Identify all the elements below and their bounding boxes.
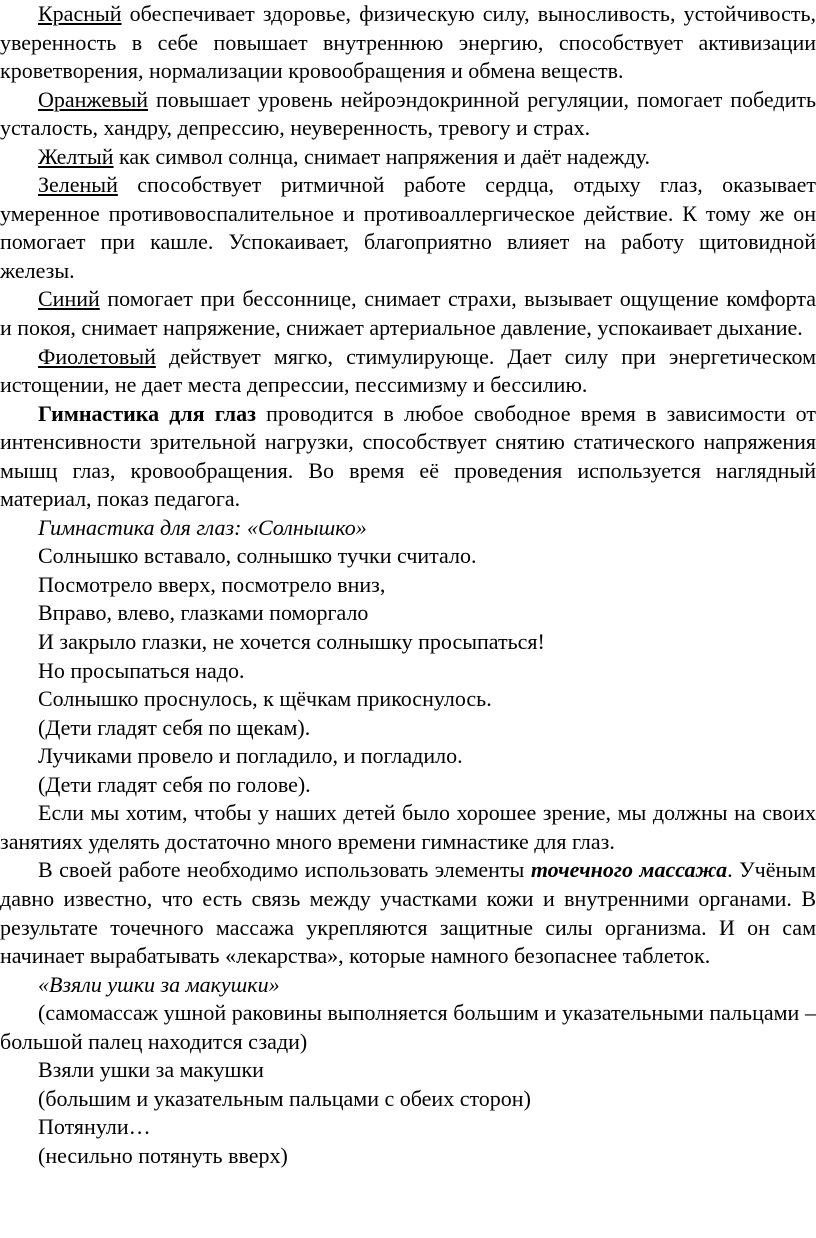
text-run: Солнышко вставало, солнышко тучки считало. bbox=[38, 543, 477, 569]
text-run: Посмотрело вверх, посмотрело вниз, bbox=[38, 571, 386, 597]
emphasized-text: Красный bbox=[38, 1, 122, 26]
text-run: повышает уровень нейроэндокринной регуляции, помогает победить усталость, хандру, депрессию, неуверенность, тревогу и страх. bbox=[0, 86, 816, 141]
emphasized-text: Оранжевый bbox=[38, 86, 149, 112]
text-run: (самомассаж ушной раковины выполняется большим и указательными пальцами – большой палец находится сзади) bbox=[0, 1000, 816, 1054]
paragraph bbox=[0, 799, 816, 856]
emphasized-text: «Взяли ушки за макушки» bbox=[38, 971, 280, 997]
paragraph bbox=[0, 285, 816, 342]
text-run: обеспечивает здоровье, физическую силу, выносливость, устойчивость, уверенность в себе повышает внутреннюю энергию, способствует активизации кроветворения, нормализации кровообращения и обмена веществ. bbox=[0, 1, 816, 84]
paragraph bbox=[0, 571, 816, 600]
text-run: (большим и указательным пальцами с обеих сторон) bbox=[38, 1085, 531, 1111]
text-run: (Дети гладят себя по голове). bbox=[38, 771, 311, 797]
paragraph bbox=[0, 971, 816, 1000]
paragraph bbox=[0, 628, 816, 657]
text-run: действует мягко, стимулирующе. Дает силу при энергетическом истощении, не дает места депрессии, пессимизму и бессилию. bbox=[0, 343, 816, 398]
text-run: способствует ритмичной работе сердца, отдыху глаз, оказывает умеренное противовоспалительное и противоаллергическое действие. К тому же он помогает при кашле. Успокаивает, благоприятно влияет на работу щитовидной железы. bbox=[0, 172, 816, 283]
paragraph bbox=[0, 542, 816, 571]
paragraph bbox=[0, 343, 816, 400]
text-run: В своей работе необходимо использовать элементы bbox=[38, 857, 531, 883]
paragraph bbox=[0, 771, 816, 800]
text-run: помогает при бессоннице, снимает страхи, вызывает ощущение комфорта и покоя, снимает напряжение, снижает артериальное давление, успокаивает дыхание. bbox=[0, 286, 816, 341]
emphasized-text: Зеленый bbox=[38, 172, 118, 198]
paragraph bbox=[0, 599, 816, 628]
text-run: . Учёным давно известно, что есть связь между участками кожи и внутренними органами. В результате точечного массажа укрепляются защитные силы организма. И он сам начинает вырабатывать «лекарства», которые намного безопаснее таблеток. bbox=[0, 857, 816, 969]
text-run: (Дети гладят себя по щекам). bbox=[38, 714, 311, 740]
text-run: Взяли ушки за макушки bbox=[38, 1057, 264, 1083]
text-run: Лучиками провело и погладило, и погладило. bbox=[38, 743, 463, 769]
paragraph bbox=[0, 0, 816, 86]
text-run: Если мы хотим, чтобы у наших детей было хорошее зрение, мы должны на своих занятиях уделять достаточно много времени гимнастике для глаз. bbox=[0, 800, 816, 854]
text-run: И закрыло глазки, не хочется солнышку просыпаться! bbox=[38, 629, 545, 655]
paragraph bbox=[0, 657, 816, 686]
text-run: Но просыпаться надо. bbox=[38, 657, 245, 683]
paragraph bbox=[0, 685, 816, 714]
paragraph bbox=[0, 856, 816, 970]
paragraph bbox=[0, 1085, 816, 1114]
paragraph bbox=[0, 742, 816, 771]
emphasized-text: Гимнастика для глаз: «Солнышко» bbox=[38, 514, 367, 540]
paragraph bbox=[0, 143, 816, 172]
paragraph bbox=[0, 1142, 816, 1171]
text-run: проводится в любое свободное время в зависимости от интенсивности зрительной нагрузки, способствует снятию статического напряжения мышц глаз, кровообращения. Во время её проведения используется наглядный материал, показ педагога. bbox=[0, 400, 816, 512]
paragraph bbox=[0, 171, 816, 285]
text-run: (несильно потянуть вверх) bbox=[38, 1142, 288, 1168]
text-run: Потянули… bbox=[38, 1114, 151, 1140]
emphasized-text: Желтый bbox=[38, 143, 114, 169]
paragraph bbox=[0, 86, 816, 143]
text-run: как символ солнца, снимает напряжения и даёт надежду. bbox=[113, 143, 650, 169]
paragraph bbox=[0, 514, 816, 543]
emphasized-text: Синий bbox=[38, 286, 100, 312]
paragraph bbox=[0, 999, 816, 1056]
paragraph bbox=[0, 1056, 816, 1085]
paragraph bbox=[0, 714, 816, 743]
emphasized-text: точечного массажа bbox=[530, 857, 728, 883]
text-run: Солнышко проснулось, к щёчкам прикоснулось. bbox=[38, 686, 492, 712]
text-run: Вправо, влево, глазками поморгало bbox=[38, 600, 369, 626]
paragraph bbox=[0, 400, 816, 514]
emphasized-text: Фиолетовый bbox=[38, 343, 156, 369]
emphasized-text: Гимнастика для глаз bbox=[38, 400, 256, 426]
paragraph bbox=[0, 1113, 816, 1142]
